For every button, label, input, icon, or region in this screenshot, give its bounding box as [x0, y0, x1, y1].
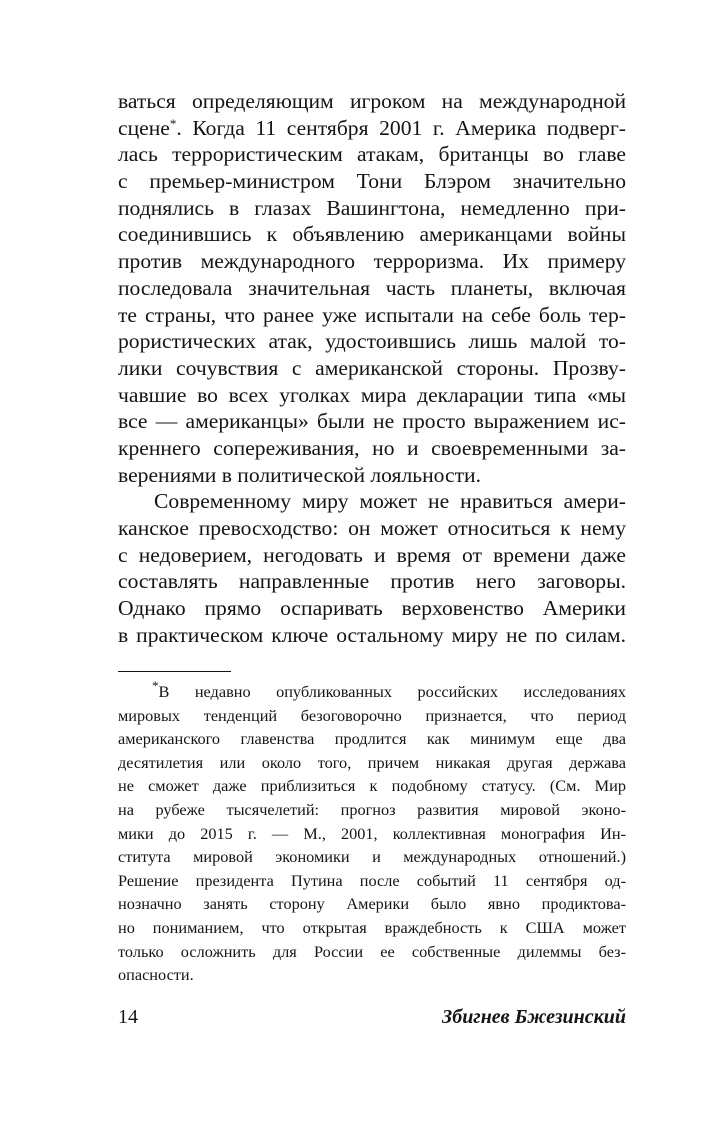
text-line: ваться определяющим игроком на международной: [118, 89, 626, 113]
footnote-marker: *: [152, 678, 159, 693]
text-fragment: . Когда 11 сентября 2001 г. Америка подверг-: [176, 115, 626, 140]
text-line: все — американцы» были не просто выражением ис-: [118, 409, 626, 434]
footnote-line: американского главенства продлится как минимум еще два: [118, 729, 626, 749]
footnote-line: ститута мировой экономики и международных отношений.): [118, 847, 626, 867]
footnote-divider: [118, 671, 231, 672]
text-line: чавшие во всех уголках мира декларации типа «мы: [118, 382, 626, 407]
footnote-line: только осложнить для России ее собственные дилеммы без-: [118, 941, 626, 961]
text-line: лась террористическим атакам, британцы во главе: [118, 142, 626, 167]
page-number: 14: [118, 1006, 138, 1028]
footnote-line: не сможет даже приблизиться к подобному статусу. (См. Мир: [118, 776, 626, 796]
footnote-line: опасности.: [118, 965, 194, 985]
footnote-line: Решение президента Путина после событий 11 сентября од-: [118, 870, 626, 890]
text-line: с премьер-министром Тони Блэром значительно: [118, 169, 626, 194]
text-line: в практическом ключе остальному миру не по силам.: [118, 622, 626, 647]
text-line: составлять направленные против него заговоры.: [118, 569, 626, 594]
page-footer: [118, 1004, 626, 1030]
footnote-line: нозначно занять сторону Америки было явно продиктова-: [118, 894, 626, 914]
footnote: [118, 680, 626, 987]
main-text: [118, 88, 626, 648]
text-line: последовала значительная часть планеты, включая: [118, 275, 626, 300]
footnote-line: но пониманием, что открытая враждебность к США может: [118, 917, 626, 937]
text-line: лики сочувствия с американской стороны. Прозву-: [118, 355, 626, 380]
running-footer-author: Збигнев Бжезинский: [442, 1006, 626, 1028]
text-line: соединившись к объявлению американцами войны: [118, 222, 626, 247]
footnote-marker: *: [169, 115, 177, 131]
text-line: Однако прямо оспаривать верховенство Америки: [118, 596, 626, 621]
text-line: канское превосходство: он может относиться к нему: [118, 516, 626, 540]
text-line: [118, 115, 626, 142]
text-line: креннего сопереживания, но и своевременными за-: [118, 435, 626, 460]
text-line: Современному миру может не нравиться амери-: [154, 489, 626, 514]
text-line: с недоверием, негодовать и время от времени даже: [118, 542, 626, 567]
footnote-line: [118, 680, 626, 704]
text-line: верениями в политической лояльности.: [118, 462, 481, 487]
text-line: те страны, что ранее уже испытали на себе боль тер-: [118, 302, 626, 327]
text-line: против международного терроризма. Их примеру: [118, 249, 626, 274]
footnote-line: на рубеже тысячелетий: прогноз развития мировой эконо-: [118, 799, 626, 819]
text-fragment: В недавно опубликованных российских исследованиях: [158, 682, 626, 701]
footnote-line: мировых тенденций безоговорочно признается, что период: [118, 705, 626, 725]
text-line: поднялись в глазах Вашингтона, немедленно при-: [118, 195, 626, 220]
text-line: рористических атак, удостоившись лишь малой то-: [118, 329, 626, 354]
footnote-line: десятилетия или около того, причем никакая другая держава: [118, 752, 626, 772]
text-fragment: сцене: [118, 115, 170, 140]
footnote-line: мики до 2015 г. — М., 2001, коллективная монография Ин-: [118, 823, 626, 843]
